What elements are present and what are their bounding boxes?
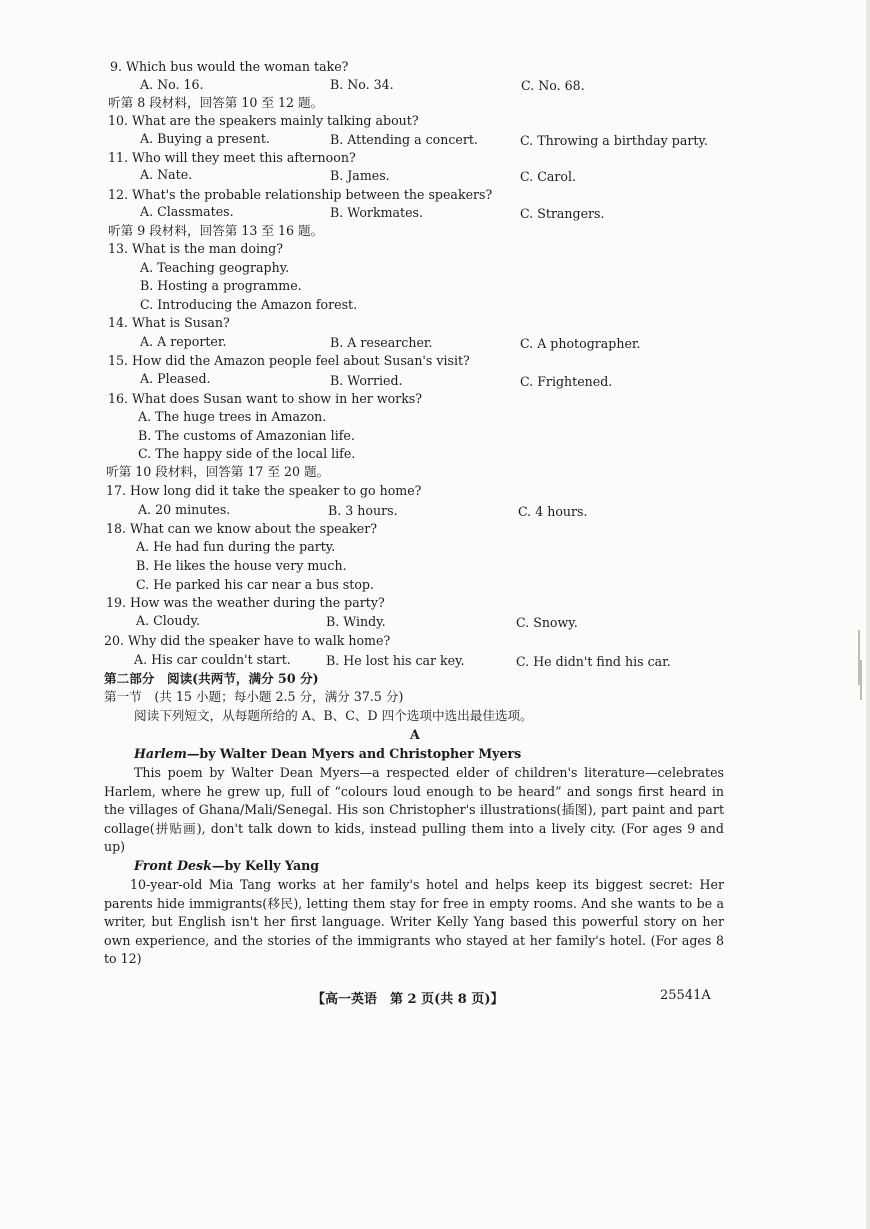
question-18-stem: 18. What can we know about the speaker? xyxy=(106,521,377,536)
question-18-option-c: C. He parked his car near a bus stop. xyxy=(136,577,374,592)
question-20-option-c: C. He didn't find his car. xyxy=(516,654,671,669)
book-byline: —by Kelly Yang xyxy=(211,858,320,873)
reading-instruction: 阅读下列短文，从每题所给的 A、B、C、D 四个选项中选出最佳选项。 xyxy=(134,708,533,723)
question-14-option-a: A. A reporter. xyxy=(140,334,227,349)
question-9-option-a: A. No. 16. xyxy=(140,77,204,92)
scan-edge xyxy=(866,0,870,1229)
question-9-stem: 9. Which bus would the woman take? xyxy=(110,59,349,74)
question-9-option-c: C. No. 68. xyxy=(521,78,585,93)
question-20-option-b: B. He lost his car key. xyxy=(326,653,465,668)
question-16-option-a: A. The huge trees in Amazon. xyxy=(138,409,327,424)
question-20-stem: 20. Why did the speaker have to walk home? xyxy=(104,633,391,648)
exam-code: 25541A xyxy=(660,988,711,1003)
question-11-option-a: A. Nate. xyxy=(140,167,193,182)
book-heading-front-desk xyxy=(134,857,319,875)
question-16-stem: 16. What does Susan want to show in her works? xyxy=(108,391,423,406)
question-13-option-a: A. Teaching geography. xyxy=(140,260,290,275)
question-13-stem: 13. What is the man doing? xyxy=(108,241,283,256)
question-15-option-a: A. Pleased. xyxy=(140,371,211,386)
question-14-option-c: C. A photographer. xyxy=(520,336,641,351)
question-20-option-a: A. His car couldn't start. xyxy=(134,652,291,667)
book-title: Front Desk xyxy=(134,858,212,873)
question-18-option-a: A. He had fun during the party. xyxy=(136,539,336,554)
question-12-option-c: C. Strangers. xyxy=(520,206,605,221)
question-14-stem: 14. What is Susan? xyxy=(108,315,230,330)
section-8-instruction: 听第 8 段材料，回答第 10 至 12 题。 xyxy=(108,95,324,110)
question-12-stem: 12. What's the probable relationship between the speakers? xyxy=(108,187,493,202)
question-15-option-b: B. Worried. xyxy=(330,373,403,388)
question-13-option-b: B. Hosting a programme. xyxy=(140,278,302,293)
question-10-stem: 10. What are the speakers mainly talking about? xyxy=(108,113,419,128)
scan-mark xyxy=(860,660,862,700)
book-description-front-desk: 10-year-old Mia Tang works at her family's hotel and helps keep its biggest secret: Her parents hide immigrants(移民), letting them stay for free in empty rooms. And she wants to be a writer, but English isn't her first language. Writer Kelly Yang based this powerful story on her own experience, and the stories of the immigrants who stayed at her family's hotel. (For ages 8 to 12) xyxy=(104,877,724,967)
part-two-heading: 第二部分 阅读(共两节，满分 50 分) xyxy=(104,671,319,686)
section-9-instruction: 听第 9 段材料，回答第 13 至 16 题。 xyxy=(108,223,324,238)
book-heading-harlem xyxy=(134,745,521,763)
question-17-option-a: A. 20 minutes. xyxy=(138,502,231,517)
question-9-option-b: B. No. 34. xyxy=(330,77,394,92)
question-19-option-a: A. Cloudy. xyxy=(136,613,200,628)
page-footer: 【高一英语 第 2 页(共 8 页)】 xyxy=(312,992,504,1007)
question-11-option-c: C. Carol. xyxy=(520,169,576,184)
book-byline: —by Walter Dean Myers and Christopher Myers xyxy=(186,746,522,761)
question-15-option-c: C. Frightened. xyxy=(520,374,613,389)
question-12-option-a: A. Classmates. xyxy=(140,204,234,219)
question-19-option-c: C. Snowy. xyxy=(516,615,578,630)
question-19-option-b: B. Windy. xyxy=(326,614,386,629)
question-15-stem: 15. How did the Amazon people feel about Susan's visit? xyxy=(108,353,470,368)
question-17-option-b: B. 3 hours. xyxy=(328,503,398,518)
passage-label: A xyxy=(410,727,420,742)
question-12-option-b: B. Workmates. xyxy=(330,205,424,220)
question-13-option-c: C. Introducing the Amazon forest. xyxy=(140,297,358,312)
question-18-option-b: B. He likes the house very much. xyxy=(136,558,347,573)
question-17-stem: 17. How long did it take the speaker to go home? xyxy=(106,483,422,498)
question-10-option-c: C. Throwing a birthday party. xyxy=(520,133,708,148)
book-title: Harlem xyxy=(134,746,187,761)
section-10-instruction: 听第 10 段材料，回答第 17 至 20 题。 xyxy=(106,464,330,479)
question-10-option-b: B. Attending a concert. xyxy=(330,132,478,147)
question-10-option-a: A. Buying a present. xyxy=(140,131,270,146)
question-16-option-c: C. The happy side of the local life. xyxy=(138,446,356,461)
question-16-option-b: B. The customs of Amazonian life. xyxy=(138,428,355,443)
book-description-harlem: This poem by Walter Dean Myers—a respected elder of children's literature—celebrates Harlem, where he grew up, full of “colours loud enough to be heard” and songs first heard in the villages of Ghana/Mali/Senegal. His son Christopher's illustrations(插图), part paint and part collage(拼贴画), don't talk down to kids, instead pulling them into a lively city. (For ages 9 and up) xyxy=(104,765,724,855)
question-11-stem: 11. Who will they meet this afternoon? xyxy=(108,150,356,165)
question-19-stem: 19. How was the weather during the party? xyxy=(106,595,385,610)
question-17-option-c: C. 4 hours. xyxy=(518,504,588,519)
question-11-option-b: B. James. xyxy=(330,168,390,183)
question-14-option-b: B. A researcher. xyxy=(330,335,433,350)
section-one-heading: 第一节 (共 15 小题；每小题 2.5 分，满分 37.5 分) xyxy=(104,689,404,704)
